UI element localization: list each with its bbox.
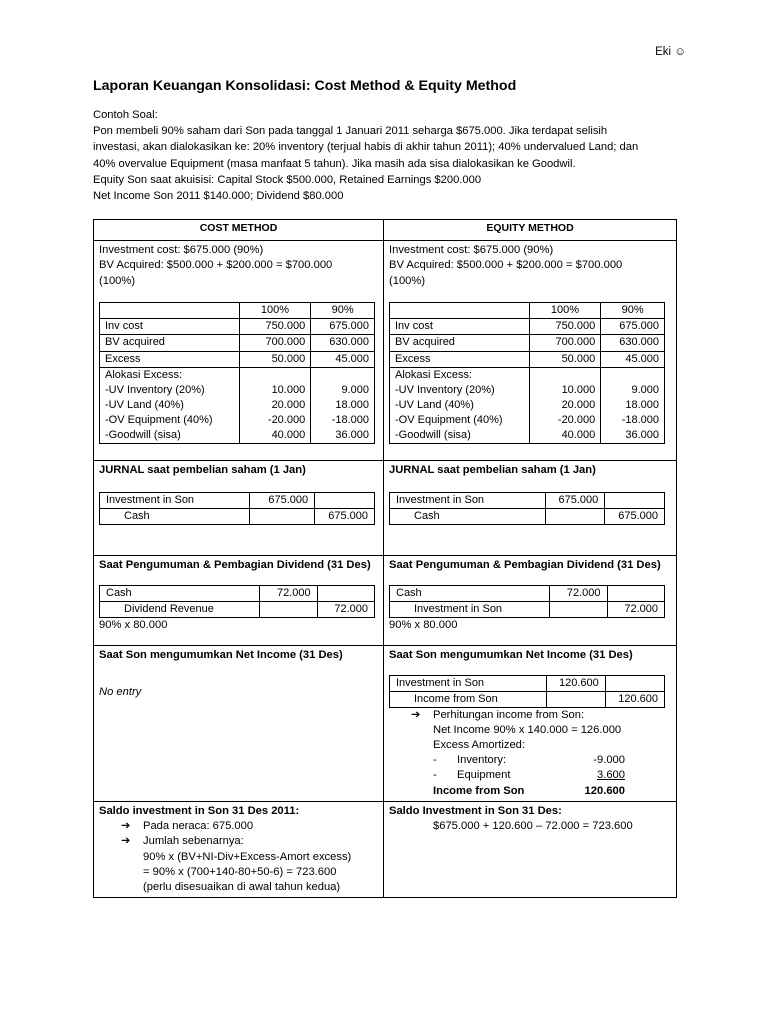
cell-value: 36.000 <box>601 428 665 444</box>
row-label: Excess <box>390 351 530 367</box>
debit-account: Investment in Son <box>100 493 250 509</box>
equity-method-header: EQUITY METHOD <box>384 220 677 241</box>
cell-value: -20.000 <box>529 413 601 428</box>
credit-amount: 675.000 <box>605 509 665 525</box>
credit-account: Cash <box>390 509 546 525</box>
debit-amount: 120.600 <box>546 676 605 692</box>
calc-heading-text: Perhitungan income from Son: <box>433 708 585 721</box>
saldo-formula: $675.000 + 120.600 – 72.000 = 723.600 <box>433 820 633 833</box>
row-label: Equipment <box>457 769 511 782</box>
col-100-header: 100% <box>529 303 601 319</box>
credit-account: Dividend Revenue <box>100 602 260 618</box>
row-label: -OV Equipment (40%) <box>390 413 530 428</box>
cell-value: -20.000 <box>239 413 311 428</box>
row-label: Inv cost <box>100 319 240 335</box>
row-label: -UV Inventory (20%) <box>100 383 240 398</box>
row-label: -UV Land (40%) <box>390 398 530 413</box>
calc-line: Net Income 90% x 140.000 = 126.000 <box>433 723 622 736</box>
row-label: -Goodwill (sisa) <box>390 428 530 444</box>
allocation-table <box>99 302 375 444</box>
bv-acquired-pct: (100%) <box>99 274 136 287</box>
debit-account: Cash <box>390 586 550 602</box>
jurnal-title: JURNAL saat pembelian saham (1 Jan) <box>99 464 306 476</box>
dividend-note: 90% x 80.000 <box>389 618 458 631</box>
investment-cost-line: Investment cost: $675.000 (90%) <box>99 244 264 256</box>
cost-saldo-cell <box>94 801 384 897</box>
cell-value: 36.000 <box>311 428 375 444</box>
intro-line: Net Income Son 2011 $140.000; Dividend $80.000 <box>93 190 344 203</box>
row-label: -UV Inventory (20%) <box>390 383 530 398</box>
debit-account: Investment in Son <box>390 676 547 692</box>
debit-amount: 675.000 <box>545 493 605 509</box>
credit-account: Cash <box>100 509 250 525</box>
cell-value: 750.000 <box>529 319 601 335</box>
bullet-dash: - <box>433 769 437 782</box>
journal-entry <box>99 585 375 617</box>
row-label: BV acquired <box>390 335 530 351</box>
cell-value: 675.000 <box>601 319 665 335</box>
cell-value: -18.000 <box>311 413 375 428</box>
saldo-title: Saldo Investment in Son 31 Des: <box>389 804 562 817</box>
cell-value: 50.000 <box>239 351 311 367</box>
credit-amount: 675.000 <box>315 509 375 525</box>
allocation-table <box>389 302 665 444</box>
cell-value: 700.000 <box>529 335 601 351</box>
cell-value: 630.000 <box>311 335 375 351</box>
cell-value: 9.000 <box>311 383 375 398</box>
cell-value: 40.000 <box>529 428 601 444</box>
cell-value: -18.000 <box>601 413 665 428</box>
equity-dividend-cell <box>384 556 677 646</box>
comparison-table <box>93 219 677 898</box>
amort-inventory-row <box>389 753 671 768</box>
saldo-point <box>99 819 378 834</box>
amort-equipment-row <box>389 768 671 783</box>
journal-entry <box>389 585 665 617</box>
dividend-title: Saat Pengumuman & Pembagian Dividend (31 Des) <box>99 559 371 571</box>
cost-dividend-cell <box>94 556 384 646</box>
saldo-formula: = 90% x (700+140-80+50-6) = 723.600 <box>143 865 337 878</box>
col-90-header: 90% <box>311 303 375 319</box>
cell-value: 20.000 <box>239 398 311 413</box>
row-label: Inventory: <box>457 754 507 767</box>
col-100-header: 100% <box>239 303 311 319</box>
cell-value: 20.000 <box>529 398 601 413</box>
col-90-header: 90% <box>601 303 665 319</box>
income-total-row <box>389 784 671 799</box>
arrow-right-icon: ➔ <box>121 835 131 848</box>
debit-amount: 675.000 <box>249 493 314 509</box>
equity-saldo-cell <box>384 801 677 897</box>
credit-account: Investment in Son <box>390 602 550 618</box>
equity-allocation-cell <box>384 241 677 461</box>
bv-acquired-line: BV Acquired: $500.000 + $200.000 = $700.000 <box>99 259 333 272</box>
saldo-note: (perlu disesuaikan di awal tahun kedua) <box>143 881 341 894</box>
cost-net-income-cell <box>94 646 384 802</box>
bullet-dash: - <box>433 754 437 767</box>
net-income-title: Saat Son mengumumkan Net Income (31 Des) <box>389 649 633 661</box>
cell-value: 10.000 <box>529 383 601 398</box>
journal-entry <box>389 675 665 707</box>
calc-heading <box>389 708 671 723</box>
cell-value: 40.000 <box>239 428 311 444</box>
no-entry-note: No entry <box>99 686 142 699</box>
cell-value: 700.000 <box>239 335 311 351</box>
cell-value: 750.000 <box>239 319 311 335</box>
row-label: -UV Land (40%) <box>100 398 240 413</box>
equity-jurnal-cell <box>384 461 677 556</box>
cell-value: 45.000 <box>311 351 375 367</box>
row-label: BV acquired <box>100 335 240 351</box>
cell-value: 50.000 <box>529 351 601 367</box>
net-income-title: Saat Son mengumumkan Net Income (31 Des) <box>99 649 343 661</box>
arrow-right-icon: ➔ <box>411 708 421 721</box>
bv-acquired-line: BV Acquired: $500.000 + $200.000 = $700.000 <box>389 259 623 272</box>
debit-account: Cash <box>100 586 260 602</box>
problem-statement <box>93 107 683 204</box>
credit-amount: 120.600 <box>605 692 664 708</box>
journal-entry <box>389 492 665 524</box>
debit-amount: 72.000 <box>550 586 607 602</box>
saldo-point-text: Jumlah sebenarnya: <box>143 835 244 848</box>
credit-amount: 72.000 <box>317 602 374 618</box>
intro-line: 40% overvalue Equipment (masa manfaat 5 tahun). Jika masih ada sisa dialokasikan ke Goodwil. <box>93 157 576 170</box>
row-value: 120.600 <box>584 784 625 797</box>
intro-line: Equity Son saat akuisisi: Capital Stock $500.000, Retained Earnings $200.000 <box>93 173 482 186</box>
row-value: -9.000 <box>593 754 625 767</box>
row-label: Income from Son <box>433 784 525 797</box>
cost-jurnal-cell <box>94 461 384 556</box>
saldo-point <box>99 834 378 849</box>
cell-value: 10.000 <box>239 383 311 398</box>
investment-cost-line: Investment cost: $675.000 (90%) <box>389 244 554 256</box>
cell-value: 9.000 <box>601 383 665 398</box>
dividend-note: 90% x 80.000 <box>99 618 168 631</box>
arrow-right-icon: ➔ <box>121 820 131 833</box>
debit-account: Investment in Son <box>390 493 546 509</box>
saldo-formula: 90% x (BV+NI-Div+Excess-Amort excess) <box>143 850 352 863</box>
intro-line: Pon membeli 90% saham dari Son pada tanggal 1 Januari 2011 seharga $675.000. Jika terdapat selisih <box>93 125 608 138</box>
cell-value: 630.000 <box>601 335 665 351</box>
equity-net-income-cell <box>384 646 677 802</box>
dividend-title: Saat Pengumuman & Pembagian Dividend (31 Des) <box>389 559 661 571</box>
intro-line: investasi, akan dialokasikan ke: 20% inventory (terjual habis di akhir tahun 2011); 40% undervalued Land; dan <box>93 141 639 154</box>
cost-method-header: COST METHOD <box>94 220 384 241</box>
cost-allocation-cell <box>94 241 384 461</box>
cell-value: 18.000 <box>601 398 665 413</box>
intro-heading: Contoh Soal: <box>93 109 158 121</box>
cell-value: 18.000 <box>311 398 375 413</box>
journal-entry <box>99 492 375 524</box>
row-label: Alokasi Excess: <box>100 367 240 383</box>
page-title: Laporan Keuangan Konsolidasi: Cost Method & Equity Method <box>93 78 517 94</box>
row-label: Excess <box>100 351 240 367</box>
saldo-point-text: Pada neraca: 675.000 <box>143 820 254 833</box>
author-label: Eki ☺ <box>655 46 686 58</box>
calc-line: Excess Amortized: <box>433 739 526 751</box>
cell-value: 675.000 <box>311 319 375 335</box>
credit-account: Income from Son <box>390 692 547 708</box>
row-label: -Goodwill (sisa) <box>100 428 240 444</box>
row-label: Inv cost <box>390 319 530 335</box>
credit-amount: 72.000 <box>607 602 664 618</box>
row-value: 3.600 <box>597 769 625 782</box>
row-label: -OV Equipment (40%) <box>100 413 240 428</box>
debit-amount: 72.000 <box>260 586 317 602</box>
jurnal-title: JURNAL saat pembelian saham (1 Jan) <box>389 464 596 476</box>
row-label: Alokasi Excess: <box>390 367 530 383</box>
saldo-title: Saldo investment in Son 31 Des 2011: <box>99 804 300 817</box>
bv-acquired-pct: (100%) <box>389 274 426 287</box>
cell-value: 45.000 <box>601 351 665 367</box>
